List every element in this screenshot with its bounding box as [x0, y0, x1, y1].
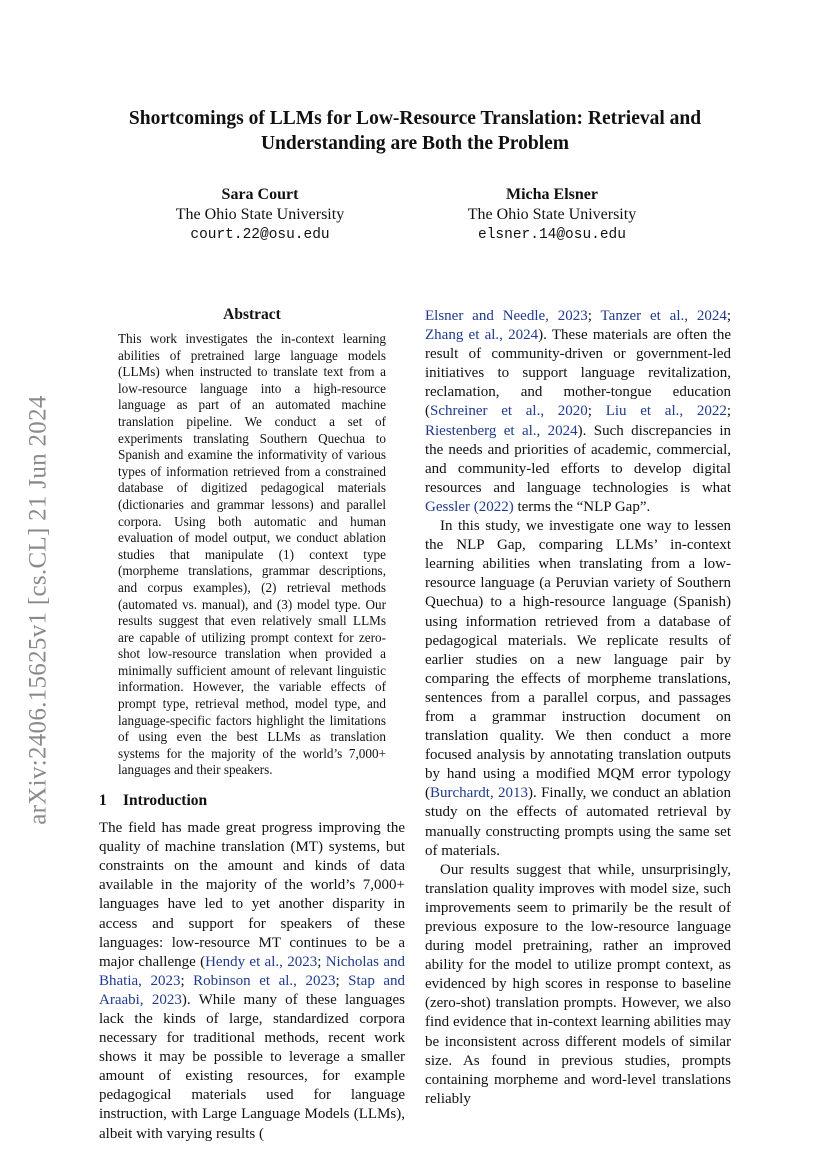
citation-link[interactable]: Schreiner et al., 2020 — [430, 403, 588, 420]
text-run: ). While many of these languages lack the kinds of large, standardized corpora necessary for traditional methods, recent work shows it may be possible to leverage a smaller amount of existing resources, for example pedagogical materials used for language instruction, with Large Language Models (LLMs), albeit with varying results ( — [99, 991, 405, 1142]
citation-link[interactable]: Hendy et al., 2023 — [205, 953, 318, 970]
author-name: Micha Elsner — [506, 186, 598, 203]
author-affiliation: The Ohio State University — [467, 206, 637, 223]
author-block-2 — [422, 185, 682, 245]
text-run: ). Such discrepancies in the needs and priorities of academic, commercial, and community-led efforts to develop digital resources and language technologies is what — [425, 422, 731, 496]
citation-link[interactable]: Zhang et al., 2024 — [425, 327, 539, 344]
abstract-text: This work investigates the in-context learning abilities of pretrained large language models (LLMs) when instructed to translate text from a low-resource language into a high-resource language as part of an automated machine translation pipeline. We conduct a set of experiments translating Southern Quechua to Spanish and examine the informativity of various types of information retrieved from a constrained database of digitized pedagogical materials (dictionaries and grammar lessons) and parallel corpora. Using both automatic and human evaluation of model output, we conduct ablation studies that manipulate (1) context type (morpheme translations, grammar descriptions, and corpus examples), (2) retrieval methods (automated vs. manual), and (3) model type. Our results suggest that even relatively small LLMs are capable of utilizing prompt context for zero-shot low-resource translation when provided a minimally sufficient amount of relevant linguistic information. However, the variable effects of prompt type, retrieval method, model type, and language-specific factors highlight the limitations of using even the best LLMs as translation systems for the majority of the world’s 7,000+ languages and their speakers. — [118, 331, 386, 778]
author-email: court.22@osu.edu — [190, 227, 330, 243]
text-run: The field has made great progress improving the quality of machine translation (MT) systems, but constraints on the amount and kinds of data available in the majority of the world’s 7,000+ languages have led to yet another disparity in access and support for speakers of these languages: low-resource MT continues to be a major challenge ( — [99, 820, 405, 970]
citation-link[interactable]: Elsner and Needle, 2023 — [425, 308, 588, 324]
citation-link[interactable]: Robinson et al., 2023 — [193, 972, 336, 989]
arxiv-identifier — [14, 370, 64, 850]
text-run: terms the “NLP Gap”. — [513, 498, 651, 515]
section-number: 1 — [99, 792, 107, 810]
citation-link[interactable]: Burchardt, 2013 — [430, 785, 529, 802]
citation-link[interactable]: Nicholas and Bhatia, 2023 — [99, 953, 406, 989]
citation-link[interactable]: Riestenberg et al., 2024 — [425, 422, 578, 439]
citation-link[interactable]: Tanzer et al., 2024 — [600, 308, 727, 324]
section-heading-introduction — [99, 791, 405, 811]
arxiv-identifier-text: arXiv:2406.15625v1 [cs.CL] 21 Jun 2024 — [25, 395, 53, 825]
citation-link[interactable]: Stap and Araabi, 2023 — [99, 972, 406, 1008]
text-run: In this study, we investigate one way to lessen the NLP Gap, comparing LLMs’ in-context learning abilities when translating from a low-resource language (a Peruvian variety of Southern Quechua) to a high-resource language (Spanish) using information retrieved from a database of pedagogical materials. We replicate results of earlier studies on a new language pair by comparing the effects of morpheme translations, sentences from a parallel corpus, and passages from a grammar instruction document on translation quality. We then conduct a more focused analysis by annotating translation outputs by hand using a modified MQM error typology ( — [425, 518, 731, 802]
left-column — [99, 305, 405, 1144]
author-block-1 — [130, 185, 390, 245]
intro-paragraph-2 — [425, 517, 731, 861]
author-name: Sara Court — [221, 186, 299, 203]
citation-link[interactable]: Liu et al., 2022 — [605, 403, 727, 420]
paper-title: Shortcomings of LLMs for Low-Resource Translation: Retrieval and Understanding are Both the Problem — [128, 108, 702, 154]
right-column — [425, 307, 731, 1109]
author-email: elsner.14@osu.edu — [478, 227, 626, 243]
author-affiliation: The Ohio State University — [175, 206, 345, 223]
abstract-heading: Abstract — [223, 306, 281, 323]
intro-paragraph-1-continued: Elsner and Needle, 2023; Tanzer et al., 2024; Zhang et al., 2024). These materials are often the result of community-driven or government-led initiatives to support language revitalization, reclamation, and mother-tongue education (Schreiner et al., 2020; Liu et al., 2022; Riestenberg et al., 2024). Such discrepancies in the needs and priorities of academic, commercial, and community-led efforts to develop digital resources and language technologies is what Gessler (2022) terms the “NLP Gap”. — [425, 308, 732, 515]
text-run: ). These materials are often the result of community-driven or government-led initiatives to support language revitalization, reclamation, and mother-tongue education ( — [425, 327, 731, 420]
intro-paragraph-3: Our results suggest that while, unsurprisingly, translation quality improves with model size, such improvements seem to primarily be the result of previous exposure to the low-resource language during model pretraining, rather an improved ability for the model to utilize prompt context, as evidenced by high scores in response to baseline (zero-shot) translation prompts. However, we also find evidence that in-context learning abilities may be inconsistent across different models of similar size. As found in previous studies, prompts containing morpheme and word-level translations reliably — [425, 861, 731, 1107]
intro-paragraph-1: The field has made great progress improving the quality of machine translation (MT) systems, but constraints on the amount and kinds of data available in the majority of the world’s 7,000+ languages have led to yet another disparity in access and support for speakers of these languages: low-resource MT continues to be a major challenge (Hendy et al., 2023; Nicholas and Bhatia, 2023; Robinson et al., 2023; Stap and Araabi, 2023). While many of these languages lack the kinds of large, standardized corpora necessary for traditional methods, recent work shows it may be possible to leverage a smaller amount of existing resources, for example pedagogical materials used for language instruction, with Large Language Models (LLMs), albeit with varying results ( — [99, 820, 406, 1142]
citation-link[interactable]: Gessler (2022) — [425, 498, 514, 515]
text-run: ). Finally, we conduct an ablation study on the effects of automated retrieval by manually constructing prompts using the same set of materials. — [425, 785, 731, 859]
section-title: Introduction — [123, 792, 208, 810]
